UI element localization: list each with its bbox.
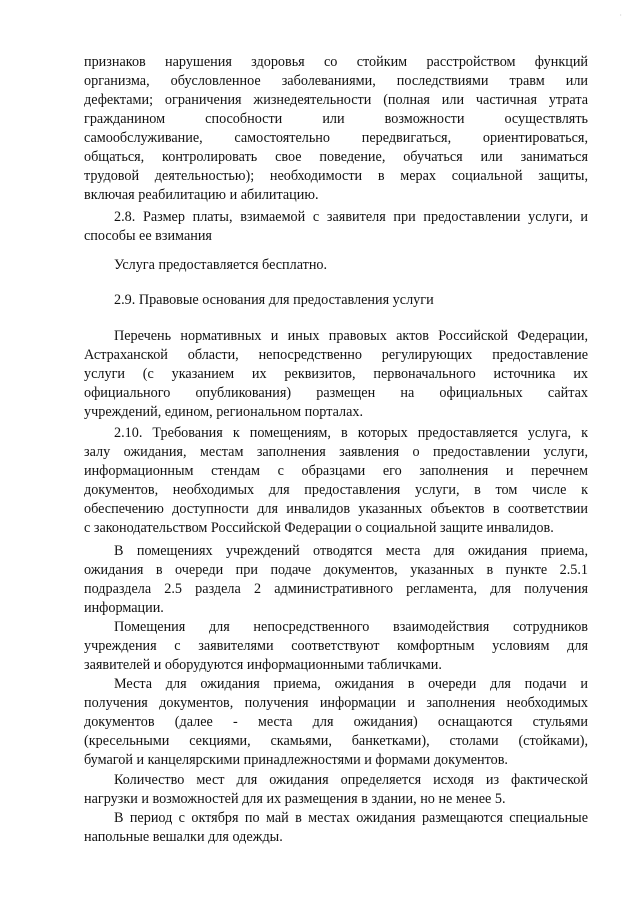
text-line: общаться, контролировать свое поведение, обучаться или заниматься bbox=[84, 149, 588, 165]
text-line: (кресельными секциями, скамьями, банкетками), столами (стойками), bbox=[84, 733, 588, 749]
paragraph-waiting-equipment bbox=[84, 675, 588, 770]
section-2-10-heading bbox=[84, 424, 588, 538]
paragraph-seat-count bbox=[84, 771, 588, 809]
text-line: трудовой деятельностью); необходимости в мерах социальной защиты, bbox=[84, 168, 588, 184]
text-line: заявителей и оборудуются информационными табличками. bbox=[84, 657, 442, 673]
text-line: включая реабилитацию и абилитацию. bbox=[84, 187, 319, 203]
text-line: учреждений, едином, региональном порталах. bbox=[84, 404, 364, 420]
section-2-8-heading bbox=[84, 208, 588, 246]
text-line: признаков нарушения здоровья со стойким расстройством функций bbox=[84, 54, 588, 70]
text-line: документов (далее - места для ожидания) оснащаются стульями bbox=[84, 714, 588, 730]
text-line: учреждения с заявителями соответствуют комфортным условиям для bbox=[84, 638, 588, 654]
text-line: организма, обусловленное заболеваниями, последствиями травм или bbox=[84, 73, 588, 89]
text-line: дефектами; ограничения жизнедеятельности (полная или частичная утрата bbox=[84, 92, 588, 108]
text-line: Перечень нормативных и иных правовых актов Российской Федерации, bbox=[114, 328, 588, 344]
text-line: Количество мест для ожидания определяется исходя из фактической bbox=[114, 772, 588, 788]
text-line: Места для ожидания приема, ожидания в очереди для подачи и bbox=[114, 676, 588, 692]
text-line: В помещениях учреждений отводятся места для ожидания приема, bbox=[114, 543, 588, 559]
paragraph-interaction-rooms bbox=[84, 618, 588, 675]
text-line: Астраханской области, непосредственно регулирующих предоставление bbox=[84, 347, 588, 363]
section-2-9-heading bbox=[84, 291, 588, 310]
scan-corner-mark: · bbox=[619, 11, 622, 20]
text-line: напольные вешалки для одежды. bbox=[84, 829, 283, 845]
text-line: 2.9. Правовые основания для предоставления услуги bbox=[114, 292, 434, 308]
text-line: получения документов, получения информации и заполнения необходимых bbox=[84, 695, 588, 711]
text-line: услуги (с указанием их реквизитов, первоначального источника их bbox=[84, 366, 588, 382]
text-line: подраздела 2.5 раздела 2 административного регламента, для получения bbox=[84, 581, 588, 597]
text-line: Услуга предоставляется бесплатно. bbox=[114, 257, 328, 273]
text-line: официального опубликования) размещен на официальных сайтах bbox=[84, 385, 588, 401]
paragraph-legal-acts bbox=[84, 327, 588, 422]
text-line: гражданином способности или возможности осуществлять bbox=[84, 111, 588, 127]
paragraph-health-criteria bbox=[84, 53, 588, 205]
text-line: бумагой и канцелярскими принадлежностями и формами документов. bbox=[84, 752, 508, 768]
paragraph-coat-hangers bbox=[84, 809, 588, 847]
text-line: залу ожидания, местам заполнения заявления о предоставлении услуги, bbox=[84, 444, 588, 460]
text-line: способы ее взимания bbox=[84, 228, 212, 244]
text-line: документов, необходимых для предоставления услуги, в том числе к bbox=[84, 482, 588, 498]
text-line: Помещения для непосредственного взаимодействия сотрудников bbox=[114, 619, 588, 635]
text-line: В период с октября по май в местах ожидания размещаются специальные bbox=[114, 810, 588, 826]
text-line: обеспечению доступности для инвалидов указанных объектов в соответствии bbox=[84, 501, 588, 517]
text-line: нагрузки и возможностей для их размещения в здании, но не менее 5. bbox=[84, 791, 506, 807]
text-line: самообслуживание, самостоятельно передвигаться, ориентироваться, bbox=[84, 130, 588, 146]
text-line: с законодательством Российской Федерации о социальной защите инвалидов. bbox=[84, 520, 554, 536]
paragraph-free-service bbox=[84, 256, 588, 275]
text-line: информационным стендам с образцами его заполнения и перечнем bbox=[84, 463, 588, 479]
text-line: 2.10. Требования к помещениям, в которых предоставляется услуга, к bbox=[114, 425, 588, 441]
text-line: 2.8. Размер платы, взимаемой с заявителя при предоставлении услуги, и bbox=[114, 209, 588, 225]
text-line: информации. bbox=[84, 600, 164, 616]
text-line: ожидания в очереди при подаче документов, указанных в пункте 2.5.1 bbox=[84, 562, 588, 578]
paragraph-waiting-places bbox=[84, 542, 588, 618]
